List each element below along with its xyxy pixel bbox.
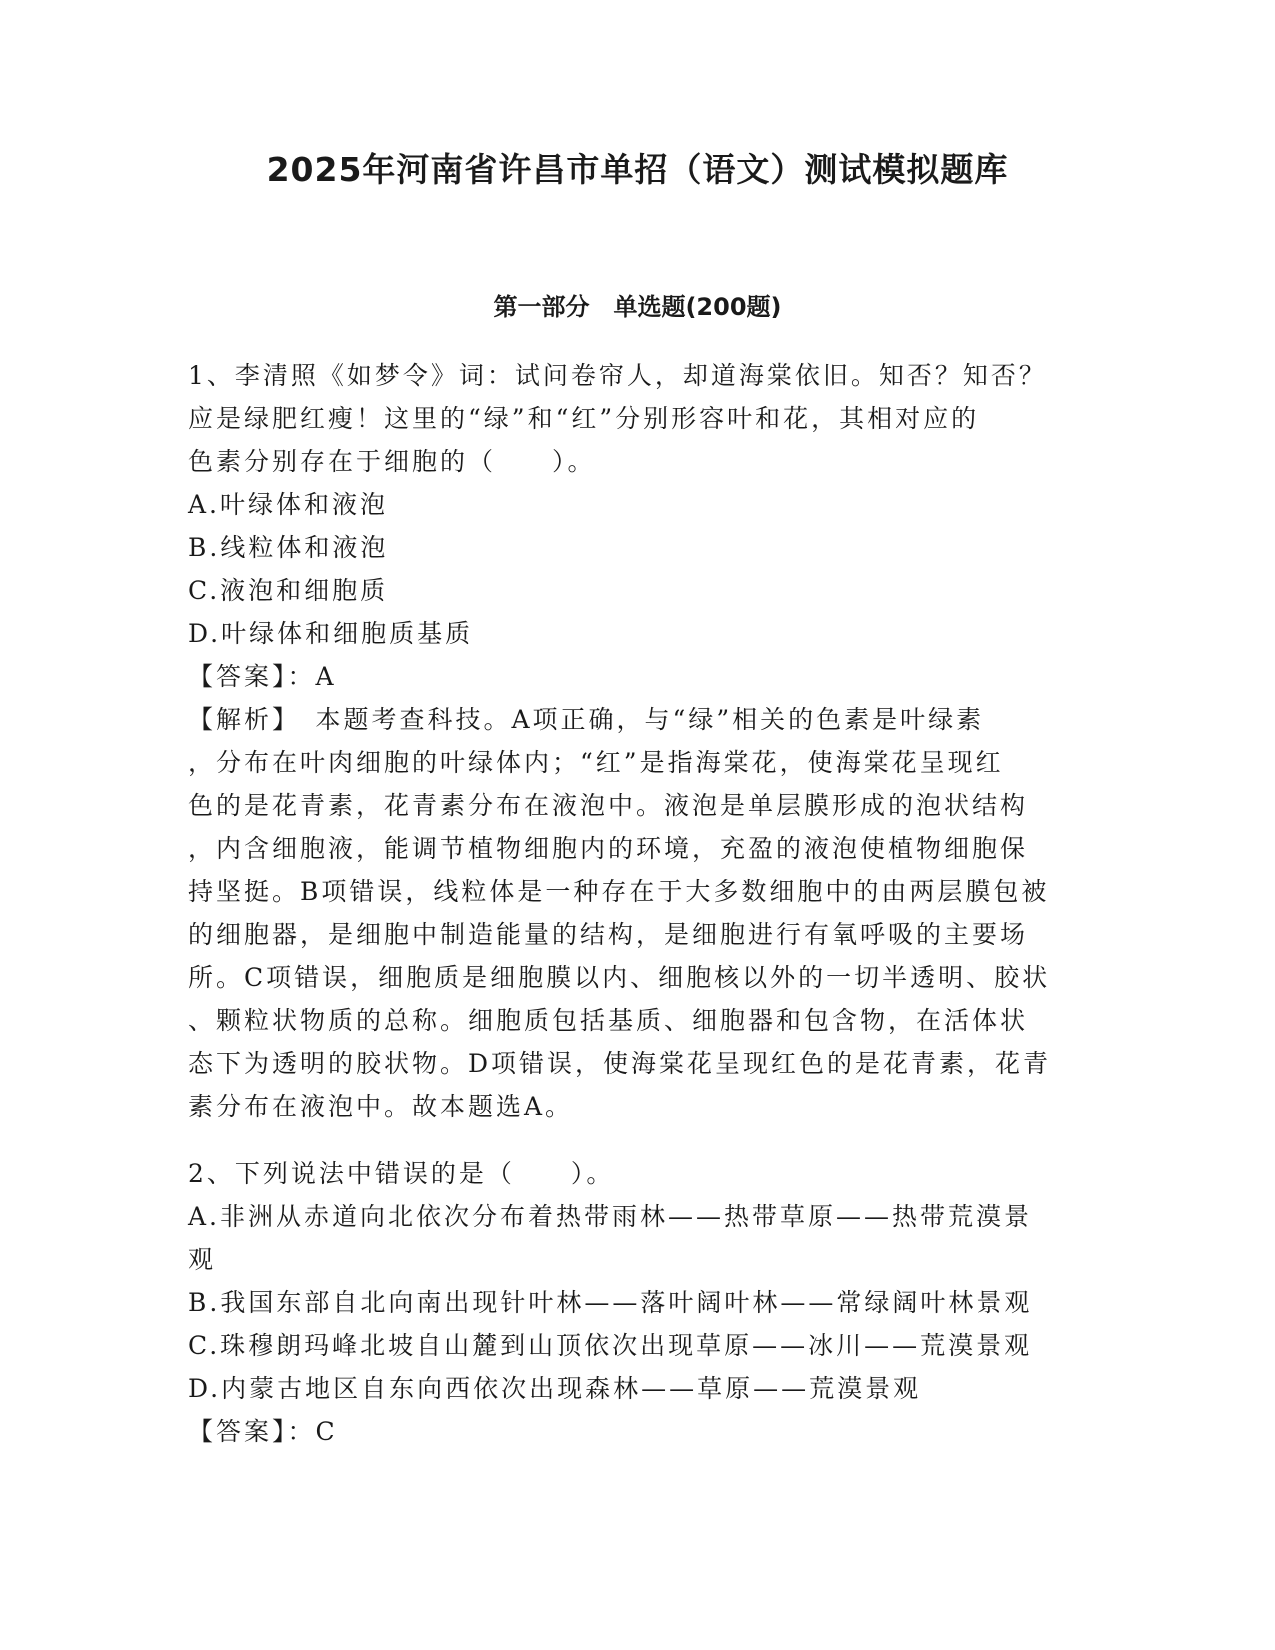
question-separator: [188, 1128, 1088, 1152]
analysis-line: 的细胞器，是细胞中制造能量的结构，是细胞进行有氧呼吸的主要场: [188, 920, 1029, 949]
analysis-line: ，分布在叶肉细胞的叶绿体内；“红”是指海棠花，使海棠花呈现红: [188, 748, 1004, 777]
question-2-answer: 【答案】：C: [188, 1417, 338, 1446]
question-2: [188, 1152, 1088, 1453]
analysis-line: 素分布在液泡中。故本题选A。: [188, 1092, 574, 1121]
question-stem-line: 2、下列说法中错误的是（ ）。: [188, 1159, 615, 1188]
option-d: D.内蒙古地区自东向西依次出现森林——草原——荒漠景观: [188, 1374, 922, 1403]
question-1-stem: [188, 354, 1088, 483]
document-title: 2025年河南省许昌市单招（语文）测试模拟题库: [266, 150, 1009, 189]
analysis-line: ，内含细胞液，能调节植物细胞内的环境，充盈的液泡使植物细胞保: [188, 834, 1029, 863]
question-2-options: [188, 1195, 1088, 1410]
analysis-line: 态下为透明的胶状物。D项错误，使海棠花呈现红色的是花青素，花青: [188, 1049, 1052, 1078]
analysis-line: 、颗粒状物质的总称。细胞质包括基质、细胞器和包含物，在活体状: [188, 1006, 1029, 1035]
question-list: [188, 354, 1088, 1453]
analysis-line: 色的是花青素，花青素分布在液泡中。液泡是单层膜形成的泡状结构: [188, 791, 1029, 820]
option-d: D.叶绿体和细胞质基质: [188, 619, 474, 648]
question-1-options: [188, 483, 1088, 655]
analysis-line: 持坚挺。B项错误，线粒体是一种存在于大多数细胞中的由两层膜包被: [188, 877, 1050, 906]
option-a: A.叶绿体和液泡: [188, 490, 389, 519]
question-2-stem: [188, 1152, 1088, 1195]
question-1-answer: 【答案】：A: [188, 662, 337, 691]
option-a-continuation: 观: [188, 1245, 217, 1274]
option-a: A.非洲从赤道向北依次分布着热带雨林——热带草原——热带荒漠景: [188, 1202, 1033, 1231]
question-1: [188, 354, 1088, 1128]
question-stem-line: 1、李清照《如梦令》词：试问卷帘人，却道海棠依旧。知否？知否？: [188, 361, 1047, 390]
option-b: B.我国东部自北向南出现针叶林——落叶阔叶林——常绿阔叶林景观: [188, 1288, 1033, 1317]
question-stem-line: 色素分别存在于细胞的（ ）。: [188, 447, 596, 476]
option-c: C.液泡和细胞质: [188, 576, 389, 605]
analysis-line: 【解析】 本题考查科技。A项正确，与“绿”相关的色素是叶绿素: [188, 705, 985, 734]
section-title: 第一部分 单选题(200题): [493, 293, 782, 321]
question-stem-line: 应是绿肥红瘦！这里的“绿”和“红”分别形容叶和花，其相对应的: [188, 404, 980, 433]
analysis-line: 所。C项错误，细胞质是细胞膜以内、细胞核以外的一切半透明、胶状: [188, 963, 1051, 992]
option-c: C.珠穆朗玛峰北坡自山麓到山顶依次出现草原——冰川——荒漠景观: [188, 1331, 1033, 1360]
option-b: B.线粒体和液泡: [188, 533, 389, 562]
question-1-analysis: [188, 698, 1088, 1128]
